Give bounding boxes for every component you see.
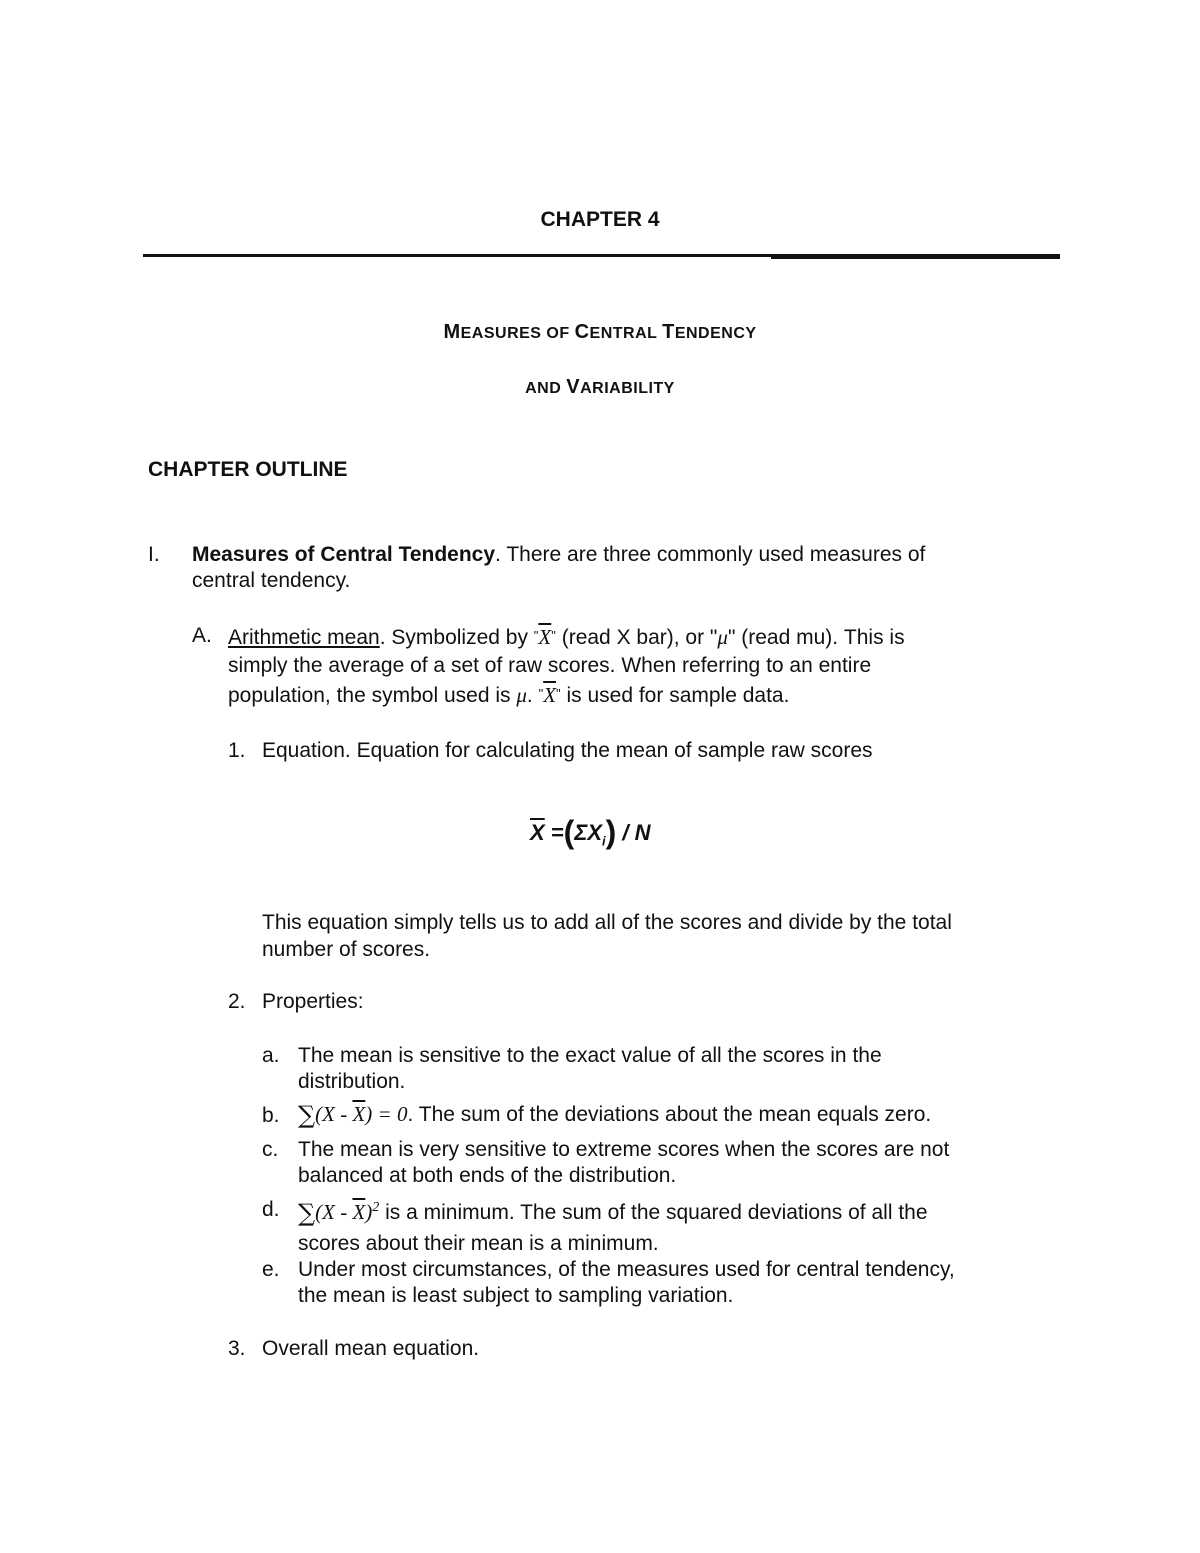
item-A-line1: Arithmetic mean. Symbolized by "$\overline{X}$" (read X bar), or "μ" (read mu). This is: [228, 625, 905, 649]
property-d-line2: scores about their mean is a minimum.: [298, 1232, 659, 1255]
property-b: $\sum(X - \overline{X}) = 0$. The sum of the deviations about the mean equals zero.: [298, 1101, 932, 1129]
item-marker: A.: [192, 624, 212, 647]
chapter-title-line1: MEASURES OF CENTRAL TENDENCY: [443, 321, 757, 343]
item-1-text: Equation. Equation for calculating the mean of sample raw scores: [262, 739, 873, 762]
sub-marker: b.: [262, 1104, 280, 1127]
sub-marker: c.: [262, 1138, 279, 1161]
section-marker: I.: [148, 543, 160, 566]
item-2-text: Properties:: [262, 990, 364, 1013]
property-e-line2: the mean is least subject to sampling variation.: [298, 1284, 734, 1307]
item-marker: 1.: [228, 739, 246, 762]
header-rule-thick: [771, 254, 1060, 259]
property-d-line1: $\sum(X - \overline{X})^2$ is a minimum. The sum of the squared deviations of all the: [298, 1199, 928, 1227]
mean-equation: $\overline{X} =(\Sigma X_i) / N$: [530, 814, 651, 850]
property-c-line1: The mean is very sensitive to extreme scores when the scores are not: [298, 1138, 950, 1161]
sub-marker: e.: [262, 1258, 280, 1281]
section-I-line1: Measures of Central Tendency. There are three commonly used measures of: [192, 543, 926, 566]
sub-marker: a.: [262, 1044, 280, 1067]
property-e-line1: Under most circumstances, of the measures used for central tendency,: [298, 1258, 955, 1281]
sub-marker: d.: [262, 1198, 280, 1221]
item-A-line3: population, the symbol used is μ. "$\overline{X}$" is used for sample data.: [228, 683, 790, 707]
outline-heading: CHAPTER OUTLINE: [148, 458, 348, 481]
equation-explanation-line1: This equation simply tells us to add all of the scores and divide by the total: [262, 911, 952, 934]
item-A-line2: simply the average of a set of raw scores. When referring to an entire: [228, 654, 872, 677]
chapter-title-line2: AND VARIABILITY: [525, 376, 675, 398]
item-3-text: Overall mean equation.: [262, 1337, 480, 1360]
equation-explanation-line2: number of scores.: [262, 938, 431, 961]
section-I-line2: central tendency.: [192, 569, 351, 592]
property-c-line2: balanced at both ends of the distribution.: [298, 1164, 677, 1187]
chapter-number: CHAPTER 4: [540, 208, 660, 231]
property-a-line2: distribution.: [298, 1070, 406, 1093]
item-marker: 3.: [228, 1337, 246, 1360]
header-rule: [143, 254, 771, 257]
item-marker: 2.: [228, 990, 246, 1013]
property-a-line1: The mean is sensitive to the exact value of all the scores in the: [298, 1044, 882, 1067]
